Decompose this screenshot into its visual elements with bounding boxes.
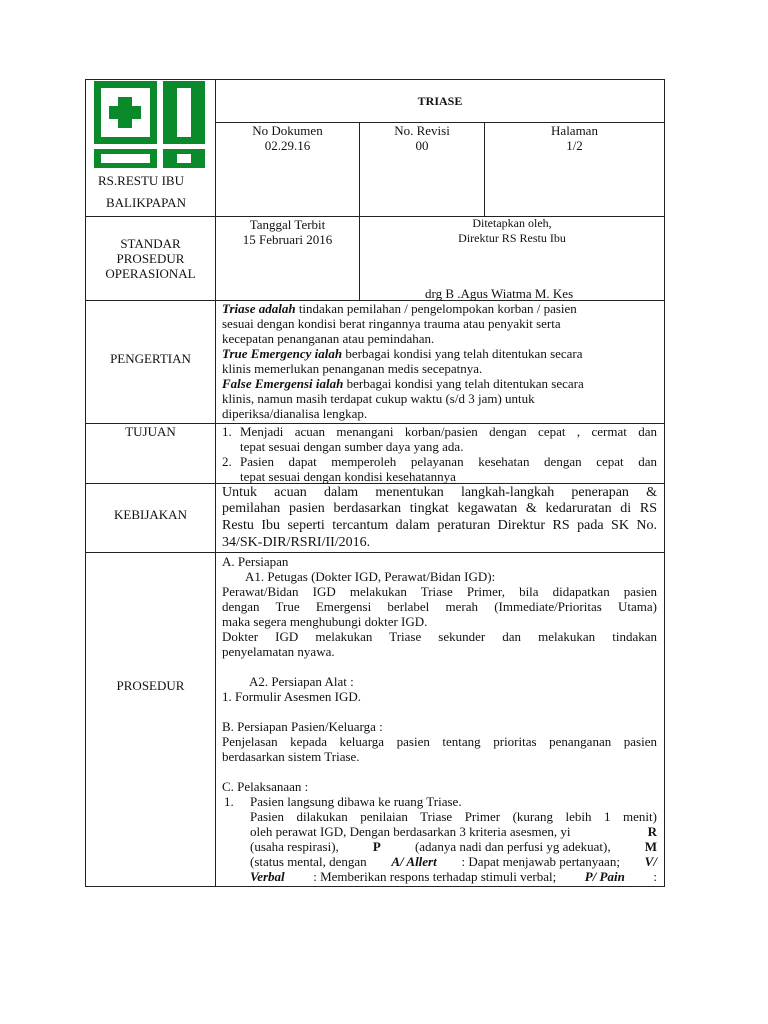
prosedur-line: penyelamatan nyawa. — [222, 644, 335, 659]
pengertian-label: PENGERTIAN — [110, 351, 191, 366]
tujuan-item-1-cont: tepat sesuai dengan sumber daya yang ada. — [240, 439, 464, 454]
kebijakan-line: Restu Ibu seperti tercantum dalam peraturan Direktur RS pada SK No. — [222, 518, 657, 533]
sop-line1: STANDAR — [120, 236, 181, 251]
page-label: Halaman — [551, 123, 598, 138]
prosedur-heading-b: B. Persiapan Pasien/Keluarga : — [222, 719, 383, 734]
approved-label: Ditetapkan oleh, — [472, 216, 552, 230]
hospital-name-line2: BALIKPAPAN — [106, 195, 186, 210]
tujuan-label: TUJUAN — [125, 424, 176, 439]
prosedur-heading-a2: A2. Persiapan Alat : — [249, 674, 354, 689]
criteria-r: R — [647, 824, 657, 839]
tujuan-item-1: Menjadi acuan menangani korban/pasien dengan cepat , cermat dan — [240, 424, 657, 439]
tujuan-item-2-cont: tepat sesuai dengan kondisi kesehatannya — [240, 469, 456, 484]
revision-value: 00 — [415, 138, 429, 153]
prosedur-text: : Dapat menjawab pertanyaan; — [461, 854, 620, 869]
avpu-verbal: V/ — [644, 854, 657, 869]
pengertian-line: klinis memerlukan penanganan medis secepatnya. — [222, 361, 483, 376]
kebijakan-line: pemilahan pasien berdasarkan tingkat kegawatan & kedaruratan di RS — [222, 501, 657, 516]
sop-line2: PROSEDUR — [116, 251, 185, 266]
tujuan-number: 1. — [222, 424, 232, 439]
hospital-cross-logo-icon — [94, 81, 206, 170]
doc-no-label: No Dokumen — [252, 123, 323, 138]
pengertian-line: klinis, namun masih terdapat cukup waktu (s/d 3 jam) untuk — [222, 391, 535, 406]
prosedur-c-number: 1. — [224, 794, 234, 809]
avpu-allert: A/ Allert — [391, 854, 437, 869]
prosedur-text: : — [653, 869, 657, 884]
prosedur-line: Pasien dilakukan penilaian Triase Primer (kurang lebih 1 menit) — [250, 809, 657, 824]
prosedur-label: PROSEDUR — [116, 678, 185, 693]
avpu-verbal-cont: Verbal — [250, 869, 285, 884]
prosedur-text: : Memberikan respons terhadap stimuli verbal; — [313, 869, 557, 884]
prosedur-a2-item: 1. Formulir Asesmen IGD. — [222, 689, 362, 704]
pengertian-line: berbagai kondisi yang telah ditentukan secara — [343, 376, 584, 391]
doc-no-value: 02.29.16 — [264, 138, 311, 153]
signatory: drg B .Agus Wiatma M. Kes — [425, 286, 574, 301]
pengertian-line: kecepatan penanganan atau pemindahan. — [222, 331, 435, 346]
prosedur-text: (usaha respirasi), — [250, 839, 339, 854]
prosedur-line: berdasarkan sistem Triase. — [222, 749, 360, 764]
pengertian-term-true-emergency: True Emergency ialah — [222, 346, 343, 361]
prosedur-heading-a: A. Persiapan — [222, 554, 289, 569]
pengertian-term-false-emergensi: False Emergensi ialah — [222, 376, 344, 391]
pengertian-line: sesuai dengan kondisi berat ringannya trauma atau penyakit serta — [222, 316, 561, 331]
prosedur-line-criteria — [250, 839, 657, 854]
tujuan-number: 2. — [222, 454, 232, 469]
prosedur-line: Pasien langsung dibawa ke ruang Triase. — [250, 794, 462, 809]
tujuan-item-2: Pasien dapat memperoleh pelayanan kesehatan dengan cepat dan — [240, 454, 657, 469]
prosedur-line: Penjelasan kepada keluarga pasien tentang prioritas penanganan pasien — [222, 734, 657, 749]
revision-label: No. Revisi — [394, 123, 450, 138]
prosedur-line-criteria — [250, 854, 657, 869]
page-value: 1/2 — [566, 138, 583, 153]
prosedur-text: oleh perawat IGD, Dengan berdasarkan 3 kriteria asesmen, yi — [250, 824, 571, 839]
prosedur-line-criteria — [250, 869, 657, 884]
prosedur-heading-c: C. Pelaksanaan : — [222, 779, 309, 794]
prosedur-line: maka segera menghubungi dokter IGD. — [222, 614, 428, 629]
prosedur-text: (adanya nadi dan perfusi yg adekuat), — [414, 839, 611, 854]
prosedur-line-criteria — [250, 824, 657, 839]
prosedur-heading-a1: A1. Petugas (Dokter IGD, Perawat/Bidan IGD): — [245, 569, 496, 584]
pengertian-line: tindakan pemilahan / pengelompokan korban / pasien — [295, 301, 577, 316]
prosedur-line: Perawat/Bidan IGD melakukan Triase Primer, bila didapatkan pasien — [222, 584, 657, 599]
kebijakan-line: 34/SK-DIR/RSRI/II/2016. — [222, 535, 371, 550]
document-title: TRIASE — [417, 94, 463, 108]
sop-line3: OPERASIONAL — [105, 266, 196, 281]
kebijakan-label: KEBIJAKAN — [114, 507, 187, 522]
prosedur-line: Dokter IGD melakukan Triase sekunder dan melakukan tindakan — [222, 629, 657, 644]
hospital-logo — [94, 81, 206, 170]
pengertian-line: diperiksa/dianalisa lengkap. — [222, 406, 368, 421]
avpu-pain: P/ Pain — [584, 869, 625, 884]
issue-date-label: Tanggal Terbit — [249, 217, 326, 232]
approved-by: Direktur RS Restu Ibu — [458, 231, 566, 245]
criteria-p: P — [372, 839, 381, 854]
kebijakan-line: Untuk acuan dalam menentukan langkah-langkah penerapan & — [222, 485, 657, 500]
prosedur-text: (status mental, dengan — [250, 854, 367, 869]
prosedur-line: dengan True Emergensi berlabel merah (Immediate/Prioritas Utama) — [222, 599, 657, 614]
hospital-name-line1: RS.RESTU IBU — [98, 173, 184, 188]
pengertian-line: berbagai kondisi yang telah ditentukan secara — [342, 346, 583, 361]
criteria-m: M — [644, 839, 657, 854]
pengertian-term-triase: Triase adalah — [222, 301, 296, 316]
issue-date-value: 15 Februari 2016 — [242, 232, 333, 247]
